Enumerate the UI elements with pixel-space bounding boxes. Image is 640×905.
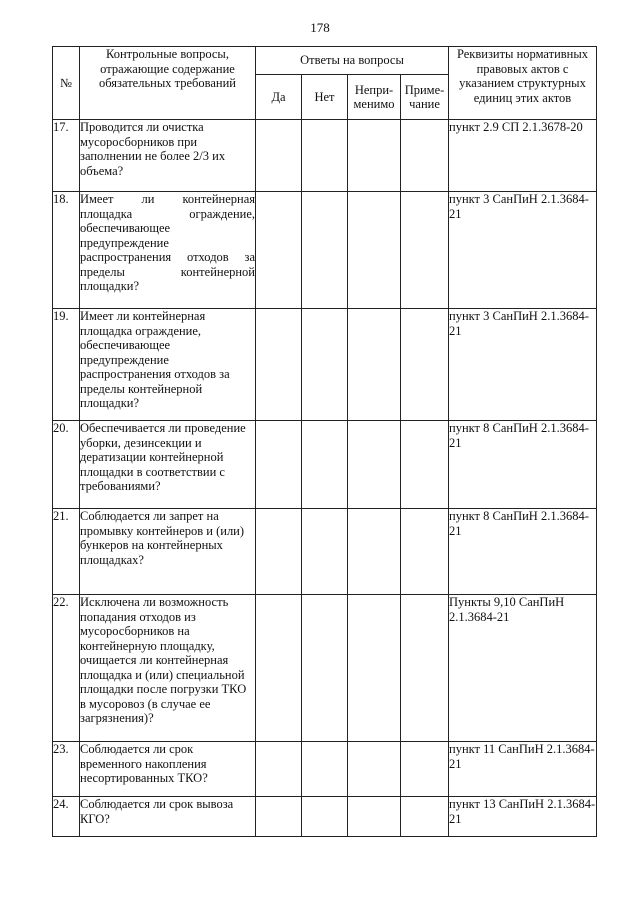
cell-yes[interactable] xyxy=(256,595,302,742)
table-row xyxy=(53,797,597,837)
table-row xyxy=(53,509,597,595)
cell-note[interactable] xyxy=(401,797,449,837)
table-row xyxy=(53,120,597,192)
table-row xyxy=(53,742,597,797)
table-row xyxy=(53,595,597,742)
row-question: Исключена ли возможность попадания отходов из мусоросборников на контейнерную площадку, очищается ли контейнерная площадка и (или) специальной площадки после погрузки ТКО в мусоровоз (в случае ее загрязнения)? xyxy=(80,595,256,742)
table-row xyxy=(53,192,597,309)
header-answers: Ответы на вопросы xyxy=(256,47,449,75)
header-not-applicable: Непри-менимо xyxy=(348,75,401,120)
header-no: Нет xyxy=(302,75,348,120)
cell-not-applicable[interactable] xyxy=(348,509,401,595)
cell-note[interactable] xyxy=(401,192,449,309)
row-question: Соблюдается ли запрет на промывку контейнеров и (или) бункеров на контейнерных площадках? xyxy=(80,509,256,595)
row-question: Соблюдается ли срок временного накопления несортированных ТКО? xyxy=(80,742,256,797)
cell-no[interactable] xyxy=(302,192,348,309)
cell-note[interactable] xyxy=(401,120,449,192)
cell-not-applicable[interactable] xyxy=(348,421,401,509)
row-question: Проводится ли очистка мусоросборников при заполнении не более 2/3 их объема? xyxy=(80,120,256,192)
row-reference: пункт 13 СанПиН 2.1.3684-21 xyxy=(449,797,597,837)
header-yes: Да xyxy=(256,75,302,120)
row-reference: Пункты 9,10 СанПиН 2.1.3684-21 xyxy=(449,595,597,742)
cell-yes[interactable] xyxy=(256,192,302,309)
row-reference: пункт 3 СанПиН 2.1.3684-21 xyxy=(449,192,597,309)
header-num: № xyxy=(53,47,80,120)
row-question: Обеспечивается ли проведение уборки, дезинсекции и дератизации контейнерной площадки в соответствии с требованиями? xyxy=(80,421,256,509)
cell-not-applicable[interactable] xyxy=(348,742,401,797)
cell-yes[interactable] xyxy=(256,742,302,797)
cell-no[interactable] xyxy=(302,421,348,509)
row-number: 21. xyxy=(53,509,80,595)
row-number: 24. xyxy=(53,797,80,837)
table-row xyxy=(53,421,597,509)
cell-no[interactable] xyxy=(302,742,348,797)
row-question: Имеет ли контейнерная площадка ограждение, обеспечивающее предупреждение распространения отходов за пределы контейнерной площадки? xyxy=(80,309,256,421)
cell-no[interactable] xyxy=(302,509,348,595)
row-number: 17. xyxy=(53,120,80,192)
cell-no[interactable] xyxy=(302,120,348,192)
row-question: Имеет ли контейнерная площадка ограждение, обеспечивающее предупреждение распространения отходов за пределы контейнерной площадки? xyxy=(80,192,256,309)
cell-not-applicable[interactable] xyxy=(348,309,401,421)
cell-not-applicable[interactable] xyxy=(348,595,401,742)
row-number: 18. xyxy=(53,192,80,309)
cell-yes[interactable] xyxy=(256,797,302,837)
cell-no[interactable] xyxy=(302,309,348,421)
table-row xyxy=(53,309,597,421)
cell-note[interactable] xyxy=(401,595,449,742)
row-number: 23. xyxy=(53,742,80,797)
row-reference: пункт 2.9 СП 2.1.3678-20 xyxy=(449,120,597,192)
cell-not-applicable[interactable] xyxy=(348,120,401,192)
row-reference: пункт 3 СанПиН 2.1.3684-21 xyxy=(449,309,597,421)
cell-note[interactable] xyxy=(401,309,449,421)
cell-yes[interactable] xyxy=(256,120,302,192)
row-question: Соблюдается ли срок вывоза КГО? xyxy=(80,797,256,837)
cell-yes[interactable] xyxy=(256,509,302,595)
cell-not-applicable[interactable] xyxy=(348,192,401,309)
row-number: 22. xyxy=(53,595,80,742)
header-question: Контрольные вопросы, отражающие содержание обязательных требований xyxy=(80,47,256,120)
row-reference: пункт 8 СанПиН 2.1.3684-21 xyxy=(449,509,597,595)
cell-yes[interactable] xyxy=(256,309,302,421)
row-number: 19. xyxy=(53,309,80,421)
header-reference: Реквизиты нормативных правовых актов с указанием структурных единиц этих актов xyxy=(449,47,597,120)
row-reference: пункт 11 СанПиН 2.1.3684-21 xyxy=(449,742,597,797)
cell-note[interactable] xyxy=(401,509,449,595)
cell-no[interactable] xyxy=(302,797,348,837)
cell-not-applicable[interactable] xyxy=(348,797,401,837)
page-number: 178 xyxy=(310,20,330,35)
checklist-table xyxy=(52,46,597,837)
cell-note[interactable] xyxy=(401,421,449,509)
row-reference: пункт 8 СанПиН 2.1.3684-21 xyxy=(449,421,597,509)
cell-no[interactable] xyxy=(302,595,348,742)
header-note: Приме-чание xyxy=(401,75,449,120)
cell-note[interactable] xyxy=(401,742,449,797)
row-number: 20. xyxy=(53,421,80,509)
cell-yes[interactable] xyxy=(256,421,302,509)
